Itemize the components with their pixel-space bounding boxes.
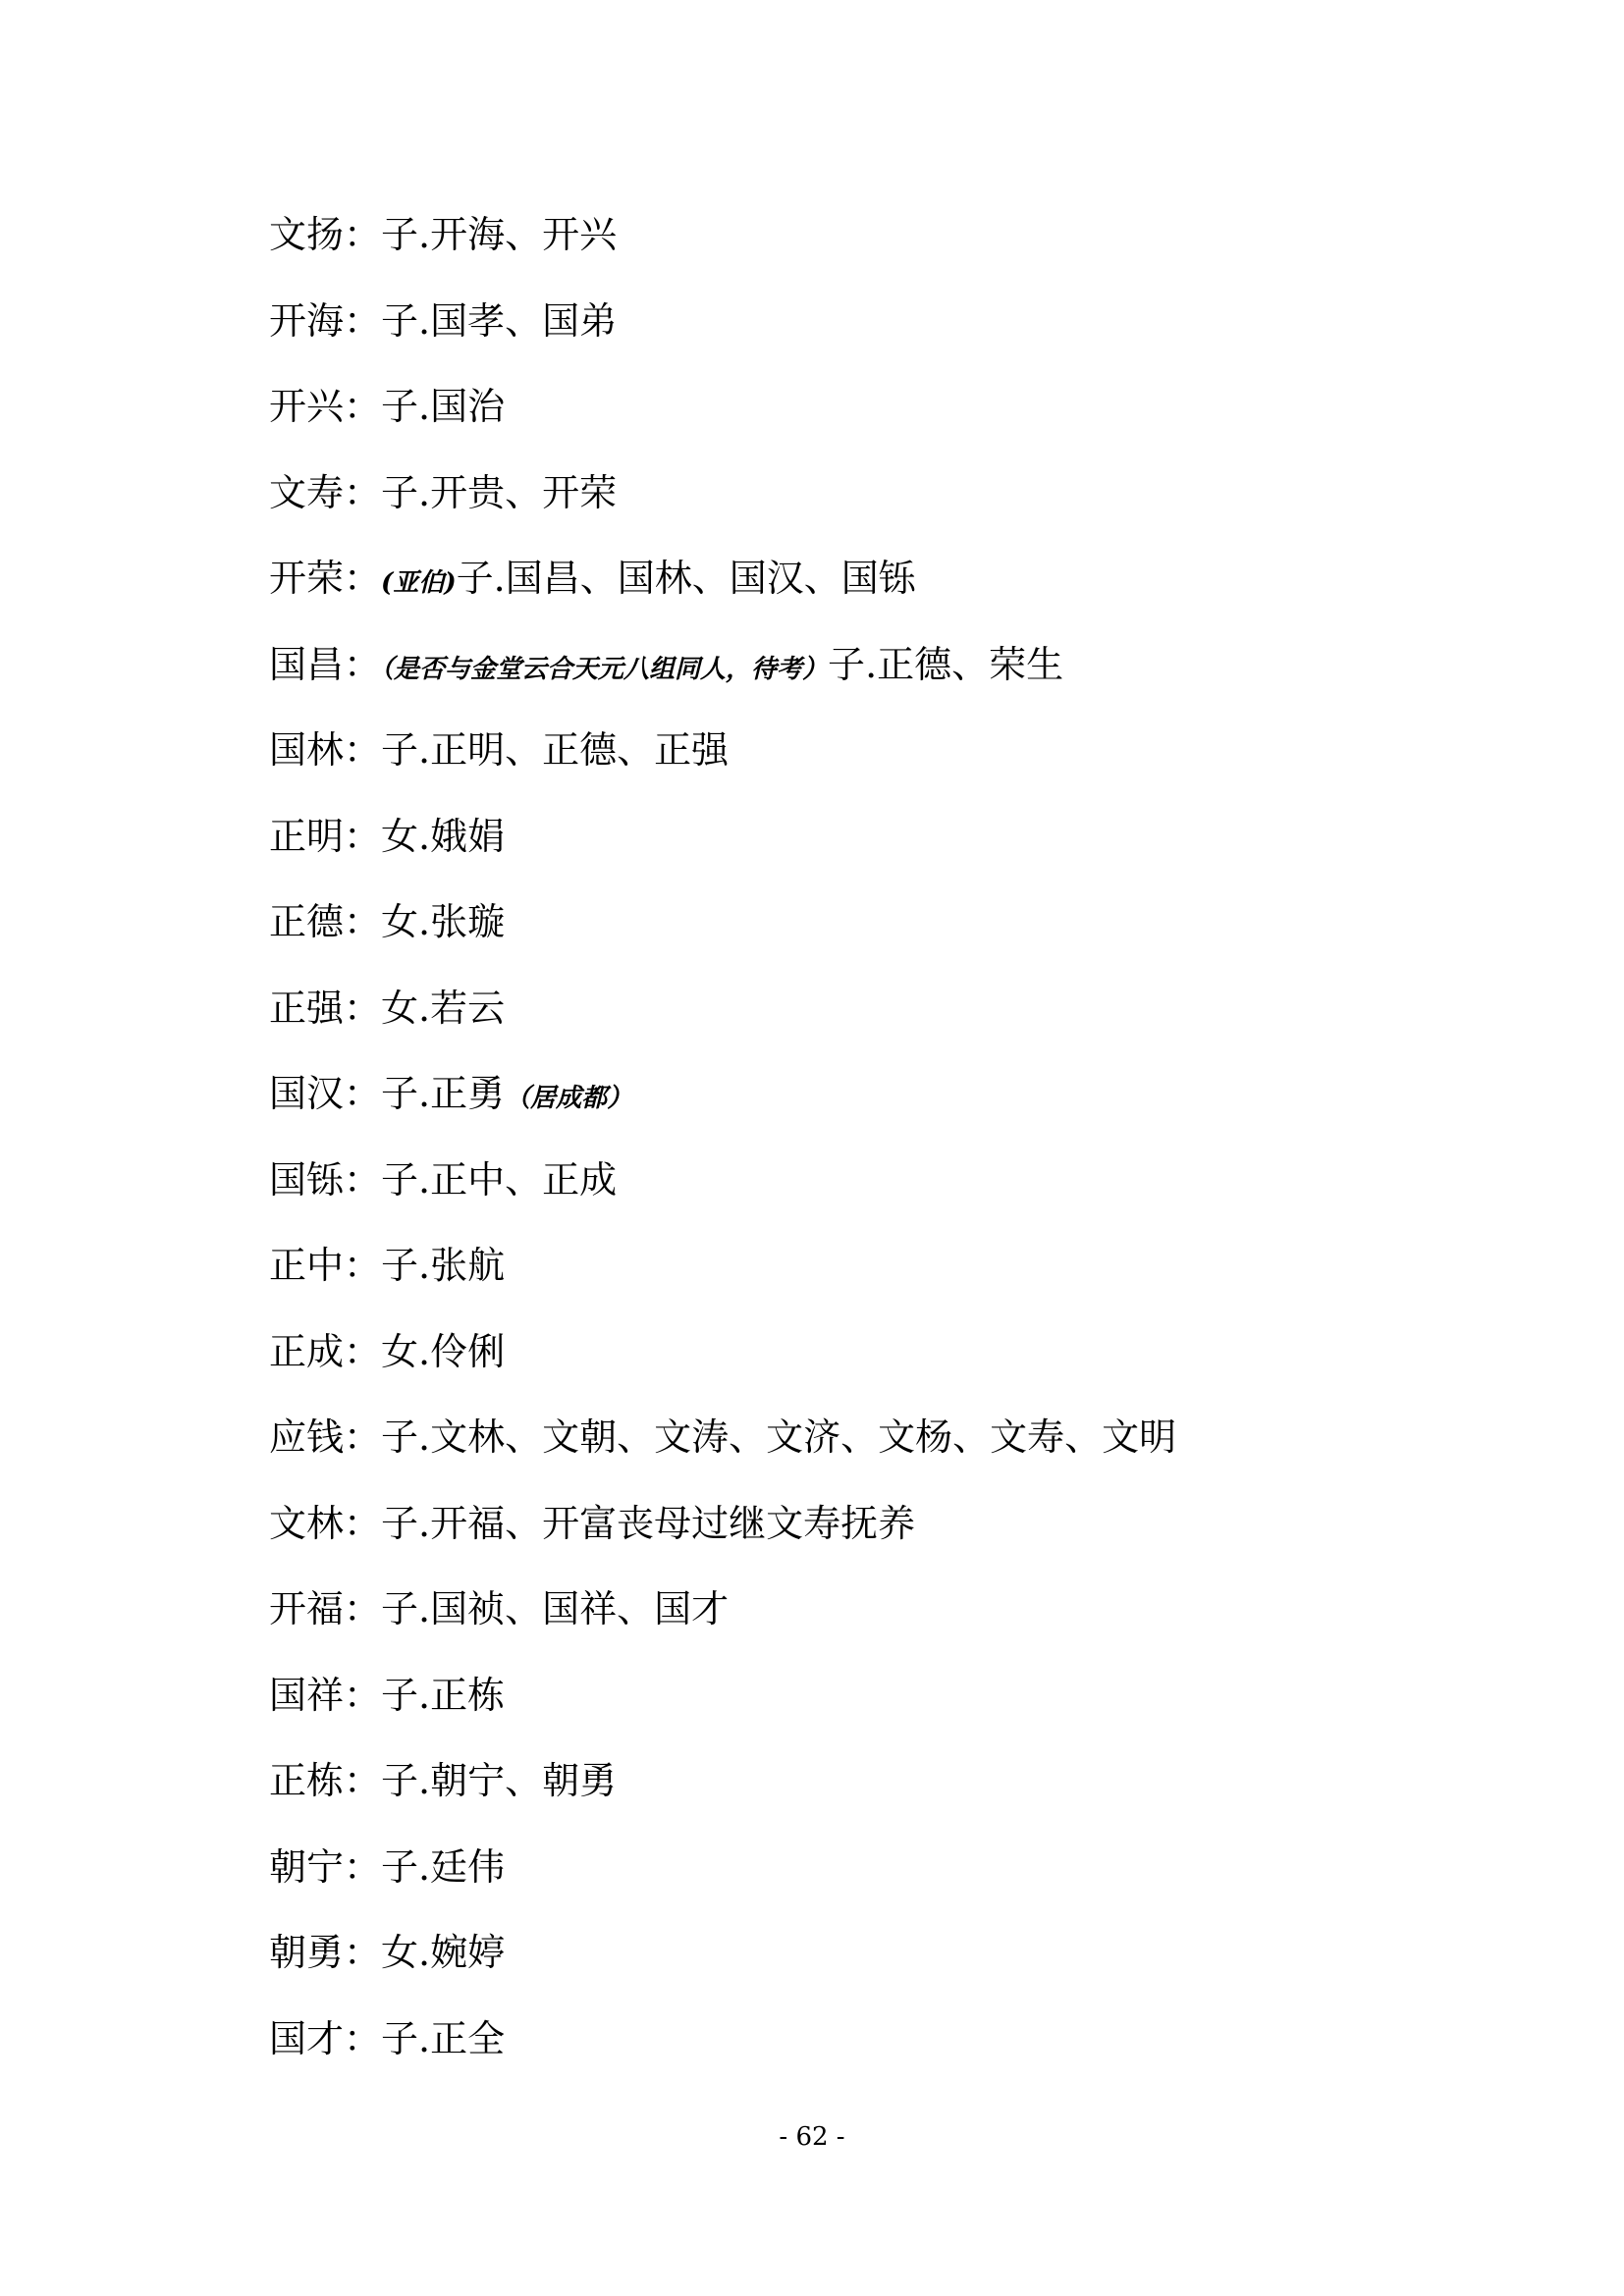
list-item — [269, 980, 1447, 1066]
dot: . — [418, 213, 431, 256]
list-item — [269, 1580, 1447, 1667]
children: 娥娟 — [430, 814, 506, 858]
relation: 子 — [381, 470, 419, 514]
relation: 子 — [381, 1415, 419, 1459]
person-name: 开福 — [269, 1587, 345, 1630]
annotation-note: （居成都） — [505, 1084, 633, 1113]
separator: ： — [344, 814, 382, 858]
separator: ： — [344, 385, 382, 428]
dot: . — [418, 1072, 431, 1115]
separator: ： — [344, 642, 382, 686]
children: 正德、荣生 — [877, 642, 1064, 686]
dot: . — [418, 1587, 431, 1630]
person-name: 国才 — [269, 2016, 345, 2060]
separator: ： — [344, 2016, 382, 2060]
list-item — [269, 1409, 1447, 1495]
children: 张航 — [430, 1244, 506, 1287]
separator: ： — [344, 298, 382, 343]
relation: 子 — [381, 1587, 419, 1630]
list-item — [269, 1924, 1447, 2010]
separator: ： — [344, 1415, 382, 1459]
list-item — [269, 293, 1447, 379]
separator: ： — [344, 986, 382, 1030]
list-item — [269, 1065, 1447, 1151]
dot: . — [493, 557, 506, 600]
separator: ： — [344, 470, 382, 514]
separator: ： — [344, 1329, 382, 1373]
annotation-note: (亚伯) — [381, 568, 457, 598]
children: 国祯、国祥、国才 — [430, 1587, 730, 1630]
relation: 子 — [381, 1072, 419, 1115]
separator: ： — [344, 557, 382, 600]
separator: ： — [344, 1501, 382, 1545]
separator: ： — [344, 1587, 382, 1630]
list-item — [269, 1151, 1447, 1238]
list-item — [269, 2010, 1447, 2097]
person-name: 正强 — [269, 986, 345, 1030]
children: 若云 — [430, 986, 506, 1030]
separator: ： — [344, 1157, 382, 1201]
dot: . — [418, 1844, 431, 1889]
relation: 子 — [381, 213, 419, 256]
relation: 子 — [381, 1673, 419, 1717]
list-item — [269, 378, 1447, 464]
relation: 子 — [828, 642, 866, 686]
list-item — [269, 550, 1447, 636]
relation: 子 — [381, 298, 419, 343]
relation: 子 — [456, 557, 494, 600]
children: 正明、正德、正强 — [430, 728, 730, 772]
relation: 女 — [381, 1931, 419, 1974]
dot: . — [418, 814, 431, 858]
relation: 女 — [381, 1329, 419, 1373]
dot: . — [418, 728, 431, 772]
annotation-note: （是否与金堂云合天元八组同人，待考） — [381, 654, 829, 684]
person-name: 正栋 — [269, 1759, 345, 1802]
person-name: 开海 — [269, 298, 345, 343]
relation: 女 — [381, 900, 419, 943]
children: 正全 — [430, 2016, 506, 2060]
children: 国昌、国林、国汉、国铄 — [505, 557, 916, 600]
dot: . — [418, 470, 431, 514]
dot: . — [418, 1759, 431, 1802]
list-item — [269, 1323, 1447, 1410]
person-name: 朝勇 — [269, 1931, 345, 1974]
children: 开贵、开荣 — [430, 470, 618, 514]
dot: . — [418, 298, 431, 343]
dot: . — [418, 900, 431, 943]
relation: 女 — [381, 986, 419, 1030]
person-name: 开荣 — [269, 557, 345, 600]
children: 伶俐 — [430, 1329, 506, 1373]
list-item — [269, 893, 1447, 980]
person-name: 正明 — [269, 814, 345, 858]
relation: 子 — [381, 2016, 419, 2060]
separator: ： — [344, 1072, 382, 1115]
person-name: 国昌 — [269, 642, 345, 686]
dot: . — [418, 2016, 431, 2060]
list-item — [269, 808, 1447, 894]
dot: . — [418, 1415, 431, 1459]
page-number: - 62 - — [779, 2122, 845, 2152]
person-name: 朝宁 — [269, 1844, 345, 1889]
children: 开福、开富丧母过继文寿抚养 — [430, 1501, 916, 1545]
list-item — [269, 464, 1447, 551]
person-name: 国祥 — [269, 1673, 345, 1717]
genealogy-list — [269, 206, 1447, 2096]
list-item — [269, 1667, 1447, 1753]
dot: . — [865, 642, 878, 686]
relation: 子 — [381, 1501, 419, 1545]
dot: . — [418, 1673, 431, 1717]
separator: ： — [344, 1673, 382, 1717]
person-name: 正德 — [269, 900, 345, 943]
list-item — [269, 1237, 1447, 1323]
children: 正勇 — [430, 1072, 506, 1115]
relation: 子 — [381, 728, 419, 772]
list-item — [269, 1495, 1447, 1581]
children: 国孝、国弟 — [430, 298, 618, 343]
person-name: 国林 — [269, 728, 345, 772]
person-name: 国铄 — [269, 1157, 345, 1201]
list-item — [269, 1752, 1447, 1839]
children: 文林、文朝、文涛、文济、文杨、文寿、文明 — [430, 1415, 1177, 1459]
person-name: 文扬 — [269, 213, 345, 256]
children: 张璇 — [430, 900, 506, 943]
dot: . — [418, 385, 431, 428]
person-name: 正成 — [269, 1329, 345, 1373]
list-item — [269, 636, 1447, 722]
relation: 女 — [381, 814, 419, 858]
separator: ： — [344, 1844, 382, 1889]
dot: . — [418, 1501, 431, 1545]
dot: . — [418, 986, 431, 1030]
list-item — [269, 1839, 1447, 1925]
children: 婉婷 — [430, 1931, 506, 1974]
person-name: 文林 — [269, 1501, 345, 1545]
person-name: 开兴 — [269, 385, 345, 428]
children: 朝宁、朝勇 — [430, 1759, 618, 1802]
separator: ： — [344, 1244, 382, 1287]
children: 国治 — [430, 385, 506, 428]
person-name: 正中 — [269, 1244, 345, 1287]
person-name: 文寿 — [269, 470, 345, 514]
children: 开海、开兴 — [430, 213, 618, 256]
dot: . — [418, 1931, 431, 1974]
relation: 子 — [381, 1759, 419, 1802]
person-name: 国汉 — [269, 1072, 345, 1115]
list-item — [269, 721, 1447, 808]
list-item — [269, 206, 1447, 293]
relation: 子 — [381, 1157, 419, 1201]
children: 正中、正成 — [430, 1157, 618, 1201]
children: 正栋 — [430, 1673, 506, 1717]
separator: ： — [344, 1931, 382, 1974]
separator: ： — [344, 1759, 382, 1802]
relation: 子 — [381, 1844, 419, 1889]
dot: . — [418, 1244, 431, 1287]
separator: ： — [344, 900, 382, 943]
separator: ： — [344, 213, 382, 256]
dot: . — [418, 1157, 431, 1201]
relation: 子 — [381, 385, 419, 428]
separator: ： — [344, 728, 382, 772]
person-name: 应钱 — [269, 1415, 345, 1459]
children: 廷伟 — [430, 1844, 506, 1889]
dot: . — [418, 1329, 431, 1373]
relation: 子 — [381, 1244, 419, 1287]
